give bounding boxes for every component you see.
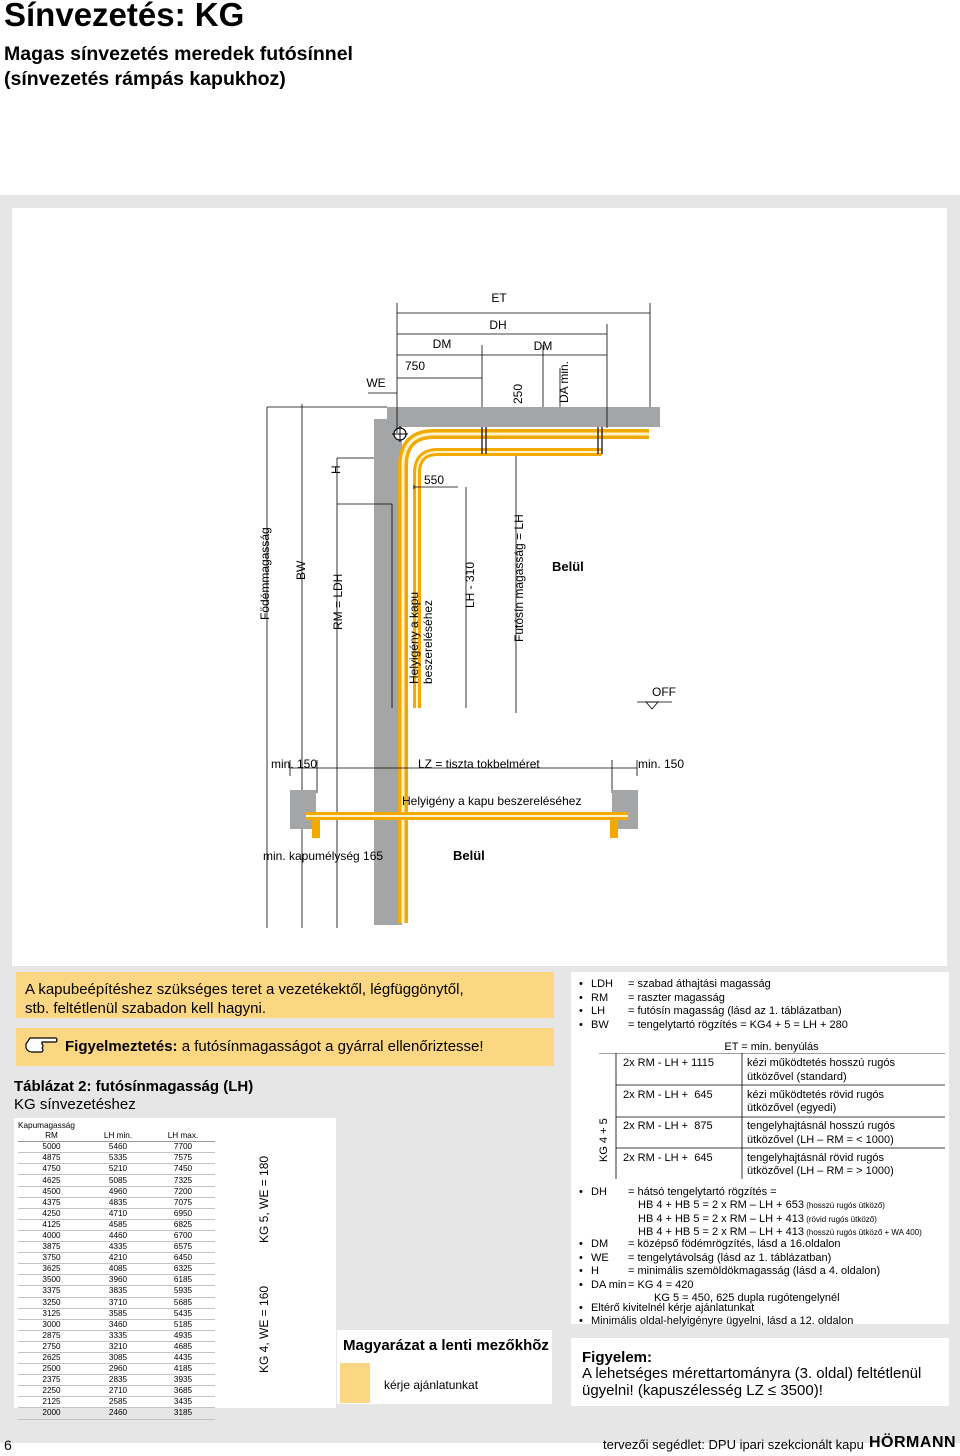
- cell-lh-max: 6325: [173, 1264, 193, 1274]
- table-row: [18, 1341, 215, 1352]
- cell-rm: 3000: [42, 1319, 61, 1329]
- bullet-icon: •: [579, 1278, 583, 1291]
- cell-rm: 2000: [42, 1408, 61, 1418]
- attention-line: ügyelni! (kapuszélesség LZ ≤ 3500)!: [582, 1382, 823, 1399]
- cell-lh-min: 2585: [108, 1397, 128, 1407]
- cell-rm: 2250: [42, 1386, 61, 1396]
- legend-item: [571, 1005, 949, 1019]
- track-horizontal-inner: [417, 452, 602, 708]
- dim-helyigeny-line2: beszereléséhez: [421, 599, 435, 684]
- table-header-row: [18, 1121, 215, 1131]
- legend-note: Eltérő kivitelnél kérje ajánlatunkat: [591, 1302, 755, 1314]
- dh-formula: [638, 1199, 885, 1211]
- table-row: [18, 1264, 215, 1275]
- dim-rm-ldh: RM = LDH: [331, 573, 345, 630]
- dim-250: 250: [511, 383, 525, 404]
- cell-lh-min: 4835: [108, 1197, 128, 1207]
- cell-lh-min: 3960: [108, 1275, 128, 1285]
- kg-description-line: tengelyhajtásnál rövid rugós: [747, 1151, 884, 1164]
- attention-title: Figyelem:: [582, 1349, 653, 1366]
- legend-abbr: LH: [591, 1005, 606, 1017]
- cell-rm: 2125: [42, 1397, 61, 1407]
- cell-lh-max: 5935: [173, 1286, 193, 1296]
- kg-description-line: kézi működtetés rövid rugós: [747, 1088, 884, 1101]
- table-row: [18, 1219, 215, 1230]
- table-row: [18, 1242, 215, 1253]
- cell-lh-max: 6950: [173, 1208, 193, 1218]
- cell-lh-min: 4585: [108, 1219, 128, 1229]
- dim-dm-right: DM: [533, 339, 553, 353]
- cell-rm: 4500: [42, 1186, 61, 1196]
- subtitle-line: Magas sínvezetés meredek futósínnel: [4, 43, 353, 65]
- track-inner: [403, 434, 649, 923]
- legend-item: [571, 1186, 949, 1200]
- plan-min150-left: min. 150: [271, 757, 318, 771]
- cell-lh-min: 3460: [108, 1319, 128, 1329]
- cell-rm: 4125: [42, 1219, 61, 1229]
- legend-item: [571, 1302, 949, 1316]
- warning-text: [65, 1038, 484, 1055]
- cell-rm: 3750: [42, 1253, 61, 1263]
- legend-item: [571, 1238, 949, 1252]
- cell-rm: 4875: [42, 1153, 61, 1163]
- legend-item: [571, 1279, 949, 1293]
- cell-lh-max: 7200: [173, 1186, 193, 1196]
- plan-track-right: [610, 820, 618, 838]
- legend-def: = középső födémrögzítés, lásd a 16.oldalon: [628, 1238, 841, 1250]
- track-height-table: [14, 1118, 336, 1418]
- cell-lh-min: 3210: [108, 1341, 128, 1351]
- cell-lh-max: 3435: [173, 1397, 193, 1407]
- et-header: ET = min. benyúlás: [724, 1041, 819, 1053]
- table-row: [18, 1386, 215, 1397]
- kg-formula: 2x RM - LH + 645: [623, 1088, 713, 1101]
- legend-def: = minimális szemöldökmagasság (lásd a 4. oldalon): [628, 1265, 881, 1277]
- dim-lh310: LH - 310: [463, 561, 477, 608]
- dimension-lines-top: [267, 303, 650, 928]
- legend-def: = futósín magasság (lásd az 1. táblázatban): [628, 1005, 842, 1017]
- cell-lh-max: 6825: [173, 1219, 193, 1229]
- table-row: [18, 1375, 215, 1386]
- cell-lh-min: 2835: [108, 1375, 128, 1385]
- table-row: [18, 1253, 215, 1264]
- table-row: [18, 1197, 215, 1208]
- cell-lh-max: 5435: [173, 1308, 193, 1318]
- dim-et: ET: [491, 291, 507, 305]
- table-row: [18, 1330, 215, 1341]
- dim-750: 750: [404, 359, 426, 373]
- table-row: [18, 1208, 215, 1219]
- bullet-icon: •: [579, 1186, 583, 1198]
- cell-lh-max: 4185: [173, 1364, 193, 1374]
- page-subtitle: [4, 42, 504, 92]
- table-subcaption: KG sínvezetéshez: [14, 1096, 136, 1113]
- cell-rm: 3375: [42, 1286, 61, 1296]
- dh-formula-main: HB 4 + HB 5 = 2 x RM – LH + 413: [638, 1212, 804, 1225]
- subtitle-line: (sínvezetés rámpás kapukhoz): [4, 68, 286, 90]
- explanation-text: kérje ajánlatunkat: [384, 1378, 479, 1392]
- cell-rm: 3500: [42, 1275, 61, 1285]
- group-label-kg4: KG 4, WE = 160: [257, 1285, 271, 1373]
- table-row: [18, 1142, 215, 1153]
- kg-description: [747, 1152, 894, 1179]
- cell-rm: 3875: [42, 1242, 61, 1252]
- cell-rm: 2625: [42, 1353, 61, 1363]
- plan-kapumelyseg: min. kapumélység 165: [263, 849, 384, 863]
- bullet-icon: •: [579, 1018, 583, 1031]
- ceiling: [387, 407, 660, 427]
- bullet-icon: •: [579, 978, 583, 990]
- cell-rm: 2875: [42, 1330, 61, 1340]
- kg-description: [747, 1089, 884, 1116]
- ceiling-overhang: [387, 407, 402, 419]
- warning-label: Figyelmeztetés:: [65, 1038, 178, 1055]
- cell-lh-min: 3585: [108, 1308, 128, 1318]
- cell-rm: 4000: [42, 1230, 61, 1240]
- cell-lh-max: 7325: [173, 1175, 193, 1185]
- cell-rm: 4250: [42, 1208, 61, 1218]
- dim-helyigeny-line1: Helyigény a kapu: [407, 591, 421, 684]
- cell-lh-max: 6575: [173, 1242, 193, 1252]
- cell-lh-min: 4960: [108, 1186, 128, 1196]
- table-row: [18, 1153, 215, 1164]
- table-row: [18, 1364, 215, 1375]
- dh-formula-note: (hosszú rugós ütköző): [804, 1201, 885, 1210]
- plan-track-left: [312, 820, 320, 838]
- legend-def: = raszter magasság: [628, 991, 725, 1004]
- footer-text: tervezői segédlet: DPU ipari szekcionált kapu: [603, 1437, 864, 1452]
- table-row: [18, 1164, 215, 1175]
- cell-lh-max: 7700: [173, 1142, 193, 1152]
- bullet-icon: •: [579, 1238, 583, 1250]
- kg-description-line: tengelyhajtásnál hosszú rugós: [747, 1120, 895, 1132]
- cell-rm: 3625: [42, 1264, 61, 1274]
- table-caption: Táblázat 2: futósínmagasság (LH): [14, 1078, 254, 1095]
- cell-lh-max: 4935: [173, 1330, 193, 1340]
- kg-description-line: ütközővel (LH – RM = < 1000): [747, 1133, 894, 1146]
- dim-dh: DH: [489, 318, 507, 332]
- table-header-row: [18, 1131, 215, 1142]
- bullet-icon: •: [579, 991, 583, 1004]
- legend-item: [571, 1019, 949, 1033]
- dim-h: H: [329, 465, 343, 474]
- cell-lh-max: 7450: [173, 1164, 193, 1174]
- cell-lh-min: 2710: [108, 1386, 128, 1396]
- cell-lh-min: 5085: [108, 1175, 128, 1185]
- cell-lh-max: 3935: [173, 1375, 193, 1385]
- kg-description-line: ütközővel (standard): [747, 1070, 847, 1083]
- dh-formula: [638, 1213, 877, 1225]
- cell-rm: 2500: [42, 1364, 61, 1374]
- header-kapumagassag: Kapumagasság: [18, 1121, 75, 1131]
- plan-lz: LZ = tiszta tokbelméret: [418, 757, 540, 771]
- legend-abbr: DM: [591, 1238, 609, 1250]
- cell-lh-min: 3835: [108, 1286, 128, 1296]
- table-row: [18, 1186, 215, 1197]
- kg-formula: 2x RM - LH + 875: [623, 1120, 713, 1132]
- legend-item: [571, 978, 949, 992]
- notice-line: A kapubeépítéshez szükséges teret a vezetékektől, légfüggönytől,: [25, 981, 464, 998]
- legend-def: = tengelytartó rögzítés = KG4 + 5 = LH + 280: [628, 1018, 848, 1031]
- kg-formula: 2x RM - LH + 1115: [623, 1057, 714, 1069]
- kg-description: [747, 1120, 895, 1147]
- legend-abbr: RM: [591, 991, 609, 1004]
- kg-description: [747, 1057, 895, 1084]
- table-row: [18, 1275, 215, 1286]
- table-row: [18, 1308, 215, 1319]
- warning-box: [16, 1028, 554, 1066]
- cell-lh-min: 5335: [108, 1153, 128, 1163]
- plan-helyigeny: Helyigény a kapu beszereléséhez: [402, 794, 582, 808]
- cell-rm: 4375: [42, 1197, 61, 1207]
- page-number: 6: [4, 1437, 12, 1453]
- legend-abbr: WE: [591, 1251, 609, 1264]
- legend-abbr: BW: [591, 1018, 609, 1031]
- dim-we: WE: [366, 376, 386, 390]
- table-row: [18, 1408, 215, 1419]
- cell-lh-max: 4435: [173, 1353, 193, 1363]
- table-row: [18, 1319, 215, 1330]
- plan-min150-right: min. 150: [638, 757, 685, 771]
- pointing-hand-icon: [24, 1032, 60, 1058]
- legend-def: = szabad áthajtási magasság: [628, 978, 771, 990]
- kg-description-line: ütközővel (LH – RM = > 1000): [747, 1165, 894, 1177]
- dim-da-min: DA min.: [557, 360, 571, 403]
- attention-line: A lehetséges mérettartományra (3. oldal) feltétlenül: [582, 1365, 922, 1382]
- dh-formula-main: HB 4 + HB 5 = 2 x RM – LH + 653: [638, 1199, 804, 1211]
- cell-lh-max: 6450: [173, 1253, 193, 1263]
- dim-fodemmagassag: Födémmagasság: [258, 527, 272, 620]
- track-height-grid: [18, 1121, 215, 1420]
- cell-lh-max: 3685: [173, 1386, 193, 1396]
- cell-rm: 2375: [42, 1375, 61, 1385]
- legend-abbr: H: [591, 1265, 599, 1277]
- cell-rm: 5000: [42, 1142, 61, 1152]
- cell-lh-min: 4085: [108, 1264, 128, 1274]
- notice-line: stb. feltétlenül szabadon kell hagyni.: [25, 1000, 266, 1017]
- dim-bw: BW: [294, 560, 308, 580]
- cell-lh-min: 3335: [108, 1330, 128, 1340]
- dh-formula-note: (hosszú rugós ütköző + WA 400): [804, 1228, 922, 1237]
- cell-lh-min: 5210: [108, 1164, 128, 1174]
- table-row: [18, 1230, 215, 1241]
- table-row: [18, 1297, 215, 1308]
- track-outer: [403, 434, 649, 923]
- section-drawing-svg: [12, 208, 947, 966]
- notice-box: [16, 972, 554, 1018]
- cell-lh-max: 5685: [173, 1297, 193, 1307]
- bullet-icon: •: [579, 1315, 583, 1327]
- cell-lh-min: 5460: [108, 1142, 128, 1152]
- dim-550: 550: [424, 473, 445, 487]
- floor-level-icon: [646, 702, 658, 709]
- bullet-icon: •: [579, 1265, 583, 1277]
- plan-belul: Belül: [453, 848, 485, 863]
- dh-formula: [638, 1226, 922, 1238]
- legend-item: [571, 1265, 949, 1279]
- cell-lh-min: 3085: [108, 1353, 128, 1363]
- da-line: KG 5 = 450, 625 dupla rugótengelynél: [654, 1292, 840, 1304]
- group-label-kg5: KG 5, WE = 180: [257, 1155, 271, 1243]
- cell-lh-min: 4335: [108, 1242, 128, 1252]
- label-off: OFF: [652, 685, 676, 699]
- cell-lh-min: 3710: [108, 1297, 128, 1307]
- dim-futosin: Futósín magasság = LH: [512, 514, 526, 642]
- brand-logo: HÖRMANN: [869, 1434, 957, 1451]
- kg-label: KG 4 + 5: [598, 1118, 610, 1162]
- track-horizontal: [417, 452, 602, 708]
- dim-dm-left: DM: [432, 337, 452, 351]
- technical-drawing: [12, 208, 947, 966]
- kg-description-line: ütközővel (egyedi): [747, 1102, 837, 1114]
- cell-rm: 3250: [42, 1297, 61, 1307]
- cell-lh-min: 2460: [108, 1408, 128, 1418]
- legend-item: [571, 1315, 949, 1329]
- dh-formula-note: (rövid rugós ütköző): [804, 1214, 877, 1224]
- cell-lh-max: 4685: [173, 1341, 193, 1351]
- legend-def: = KG 4 = 420: [628, 1278, 694, 1291]
- bullet-icon: •: [579, 1251, 583, 1264]
- explanation-title: Magyarázat a lenti mezőkhõz: [343, 1337, 549, 1354]
- bullet-icon: •: [579, 1005, 583, 1017]
- table-row: [18, 1352, 215, 1363]
- cell-lh-min: 4460: [108, 1230, 128, 1240]
- cell-lh-min: 2960: [108, 1364, 128, 1374]
- cell-lh-min: 4710: [108, 1208, 128, 1218]
- cell-lh-max: 5185: [173, 1319, 193, 1329]
- cell-rm: 2750: [42, 1341, 61, 1351]
- header-rm: RM: [45, 1131, 58, 1141]
- table-row: [18, 1397, 215, 1408]
- header-lh-min: LH min.: [103, 1131, 133, 1141]
- cell-lh-max: 6700: [173, 1230, 193, 1240]
- cell-lh-max: 3185: [173, 1408, 193, 1418]
- kg-description-line: kézi működtetés hosszú rugós: [747, 1057, 895, 1069]
- legend-abbr: LDH: [591, 978, 614, 990]
- legend-def: = tengelytávolság (lásd az 1. táblázatban): [628, 1251, 832, 1264]
- table-row: [18, 1175, 215, 1186]
- cell-lh-min: 4210: [108, 1253, 128, 1263]
- warning-message: a futósínmagasságot a gyárral ellenőriztesse!: [177, 1038, 484, 1055]
- header-lh-max: LH max.: [167, 1131, 199, 1141]
- label-belul-side: Belül: [552, 559, 584, 574]
- bullet-icon: •: [579, 1302, 583, 1314]
- cell-rm: 4625: [42, 1175, 61, 1185]
- cell-lh-max: 7075: [173, 1197, 193, 1207]
- legend-abbr: DH: [591, 1186, 607, 1198]
- cell-rm: 3125: [42, 1308, 61, 1318]
- cell-rm: 4750: [42, 1164, 61, 1174]
- legend-item: [571, 992, 949, 1006]
- legend-note: Minimális oldal-helyigényre ügyelni, lásd a 12. oldalon: [591, 1315, 854, 1327]
- attention-box: [571, 1338, 949, 1406]
- page-title: Sínvezetés: KG: [4, 0, 245, 33]
- explanation-swatch: [340, 1363, 370, 1403]
- dh-formula-main: HB 4 + HB 5 = 2 x RM – LH + 413: [638, 1226, 804, 1238]
- kg-formula: 2x RM - LH + 645: [623, 1151, 713, 1164]
- legend-item: [571, 1252, 949, 1266]
- cell-lh-max: 6185: [173, 1275, 193, 1285]
- legend-def: = hátsó tengelytartó rögzítés =: [628, 1186, 777, 1198]
- table-row: [18, 1286, 215, 1297]
- legend-abbr: DA min: [591, 1278, 627, 1291]
- cell-lh-max: 7575: [173, 1153, 193, 1163]
